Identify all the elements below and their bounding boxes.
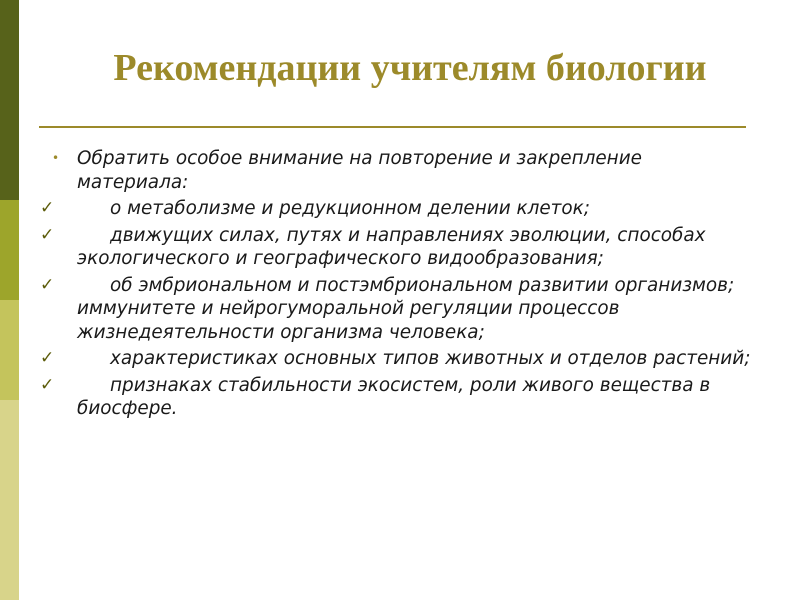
list-item (0, 224, 800, 271)
bullet-icon: • (52, 151, 60, 165)
title-divider (39, 126, 746, 128)
bar-segment-pale (0, 400, 19, 600)
slide-title: Рекомендации учителям биологии (113, 47, 707, 89)
list-item-text: признаках стабильности экосистем, роли живого вещества в биосфере. (77, 374, 711, 419)
list-item-text: характеристиках основных типов животных и отделов растений; (110, 348, 751, 369)
list-item (0, 197, 800, 221)
intro-item (0, 147, 800, 194)
list-item-text: об эмбриональном и постэмбриональном развитии организмов; иммунитете и нейрогуморальной регуляции процессов жизнедеятельности организма человека; (77, 274, 735, 343)
checkmark-icon: ✓ (40, 224, 55, 245)
slide-content (0, 147, 800, 424)
checkmark-icon: ✓ (40, 274, 55, 295)
list-item-text: о метаболизме и редукционном делении клеток; (110, 198, 590, 219)
intro-text: Обратить особое внимание на повторение и закрепление материала: (77, 148, 642, 193)
checkmark-icon: ✓ (40, 198, 55, 218)
checkmark-icon: ✓ (40, 374, 55, 395)
list-item (0, 374, 800, 421)
list-item-text: движущих силах, путях и направлениях эволюции, способах экологического и географического видообразования; (77, 224, 706, 269)
list-item (0, 347, 800, 371)
checkmark-icon: ✓ (40, 348, 55, 368)
list-item (0, 274, 800, 345)
